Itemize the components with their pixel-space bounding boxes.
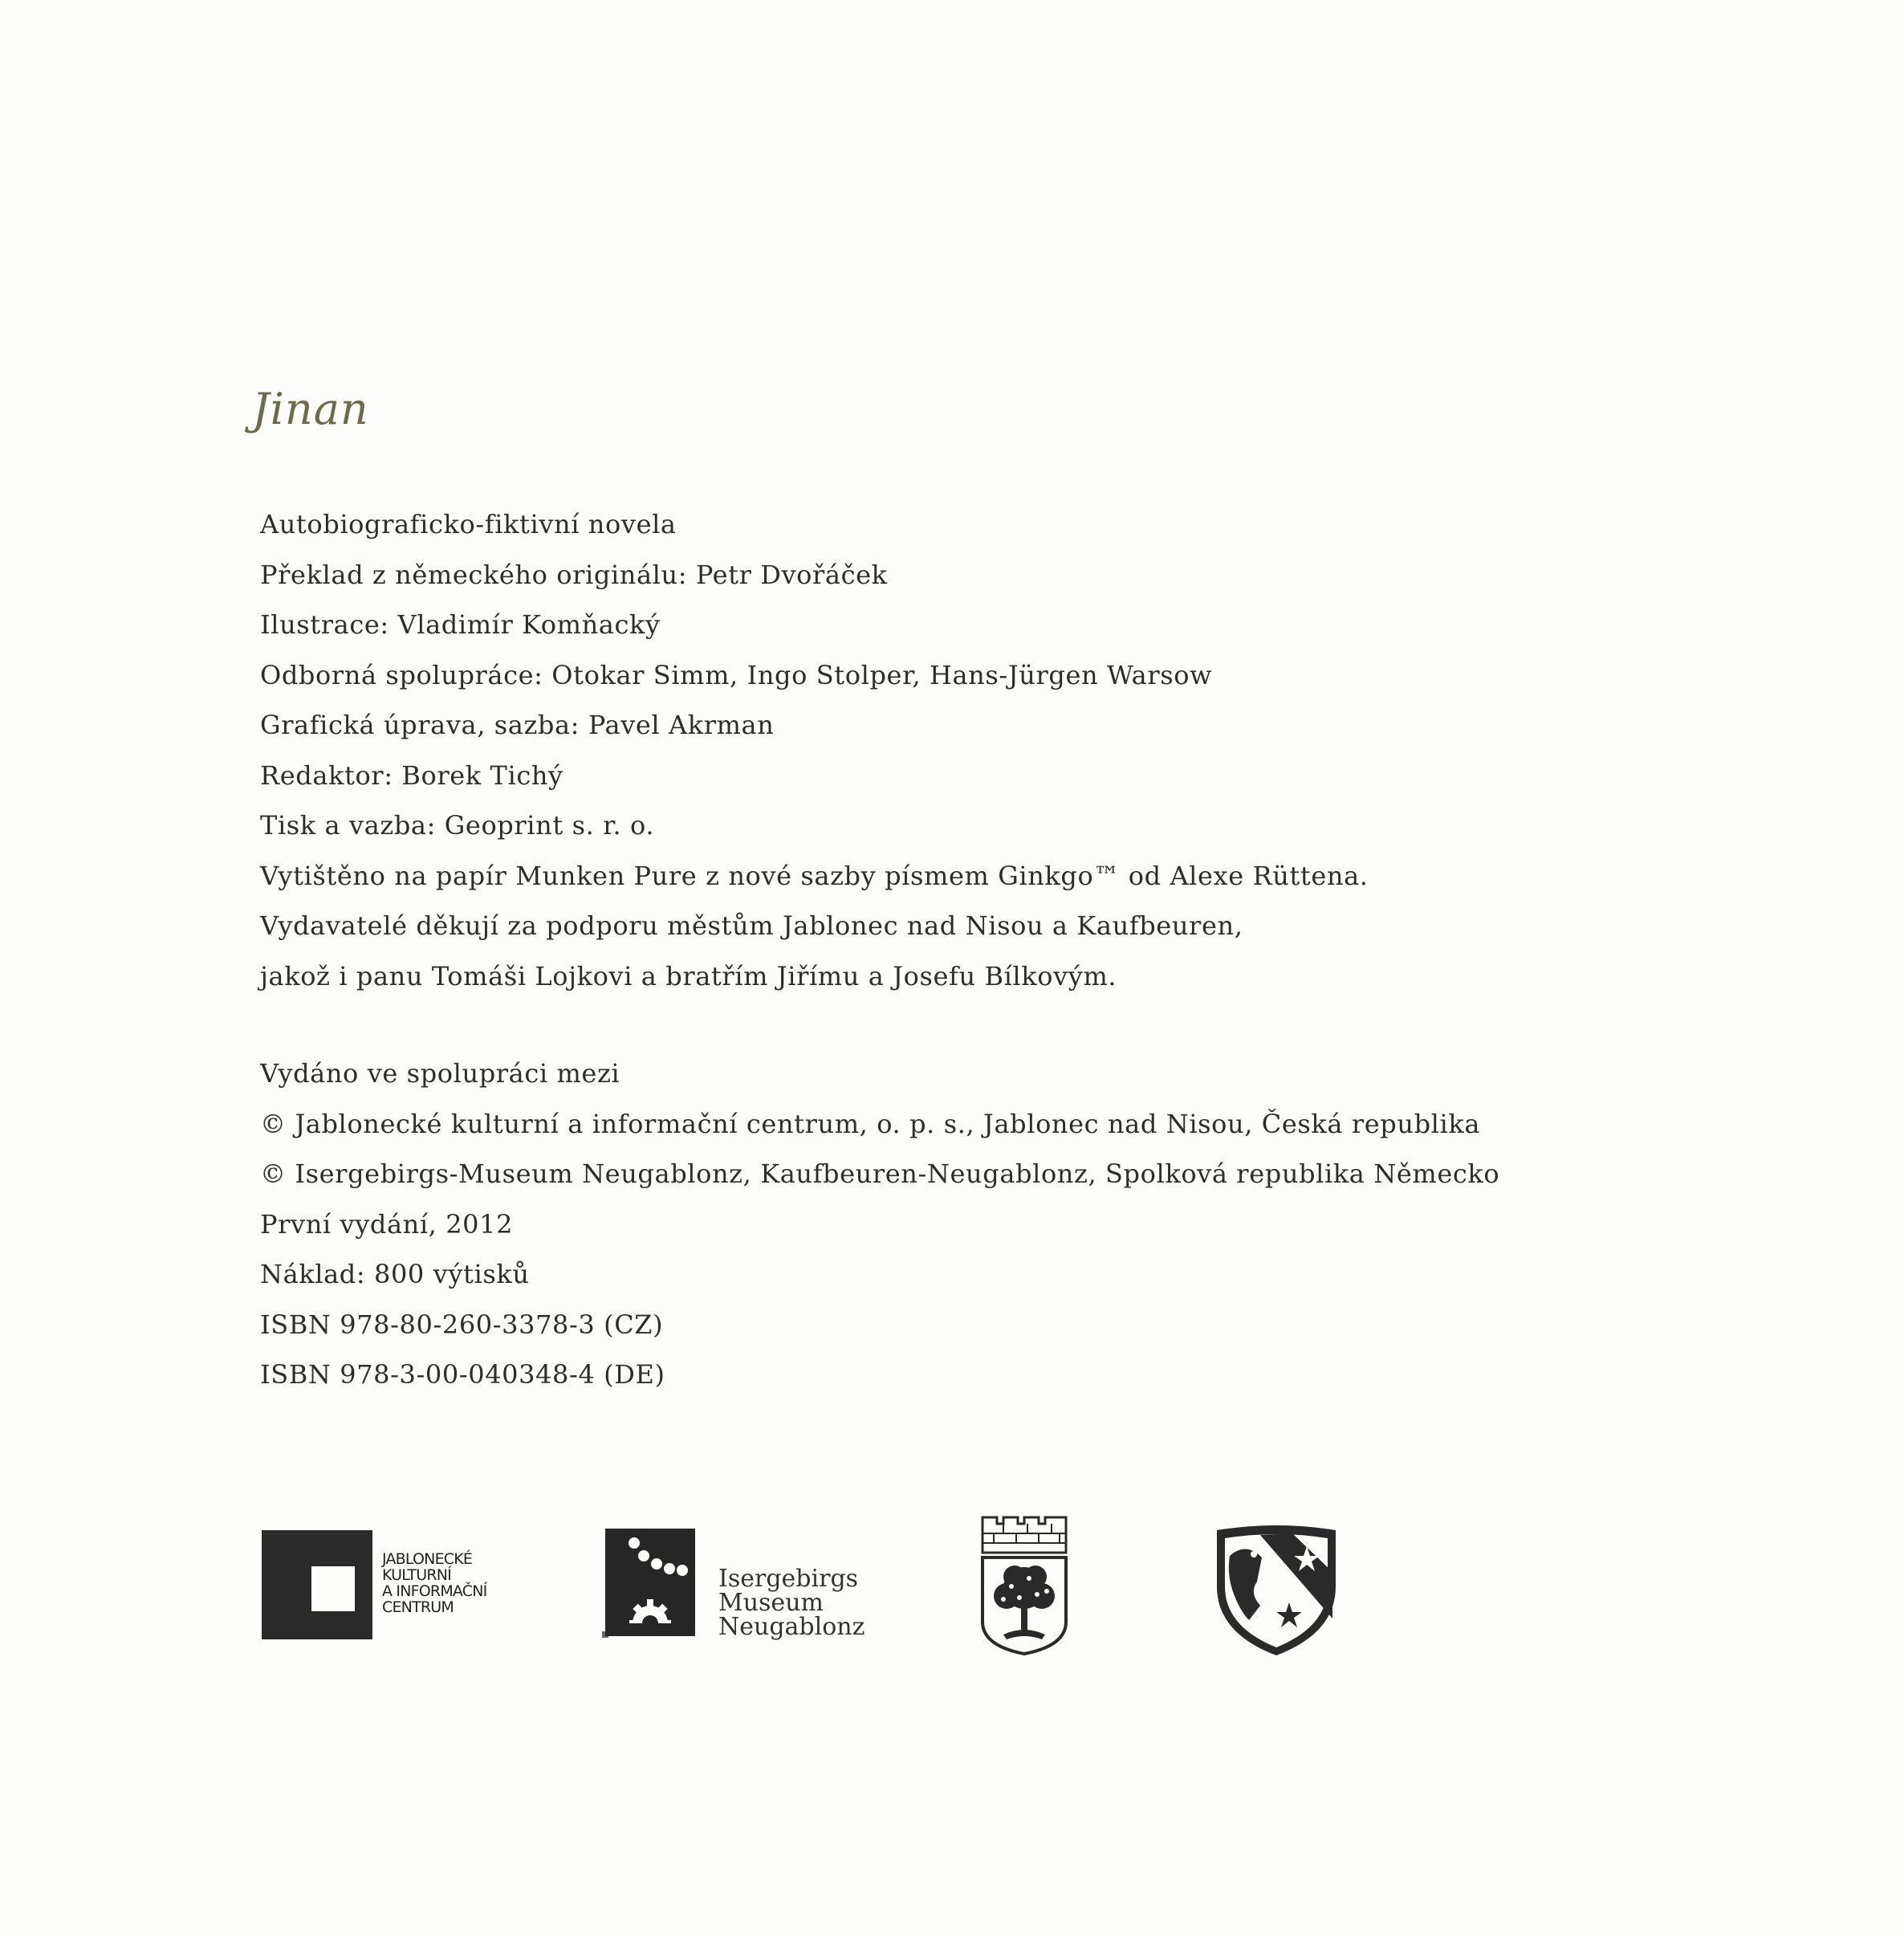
isbn-de: ISBN 978-3-00-040348-4 (DE) <box>260 1359 665 1390</box>
credit-line: Redaktor: Borek Tichý <box>260 759 563 791</box>
publication-line: Náklad: 800 výtisků <box>260 1259 530 1289</box>
museum-line: Neugablonz <box>718 1613 865 1641</box>
jkic-line: JABLONECKÉ <box>382 1550 473 1568</box>
jkic-line: CENTRUM <box>382 1598 454 1616</box>
credit-line: Překlad z německého originálu: Petr Dvořáček <box>260 559 888 590</box>
credits-block <box>260 499 1785 1001</box>
publication-line: © Jablonecké kulturní a informační centrum, o. p. s., Jablonec nad Nisou, Česká republika <box>260 1108 1481 1139</box>
publication-line: Vydáno ve spolupráci mezi <box>260 1058 620 1089</box>
credit-line: Grafická úprava, sazba: Pavel Akrman <box>260 710 775 740</box>
jkic-line: A INFORMAČNÍ <box>382 1582 487 1600</box>
credit-line: Tisk a vazba: Geoprint s. r. o. <box>260 810 655 841</box>
credit-line: Odborná spolupráce: Otokar Simm, Ingo Stolper, Hans-Jürgen Warsow <box>260 659 1213 690</box>
museum-line: Museum <box>718 1589 824 1617</box>
publication-line: První vydání, 2012 <box>260 1208 514 1240</box>
jkic-line: KULTURNÍ <box>382 1566 451 1584</box>
museum-logo-icon <box>602 1529 698 1643</box>
credit-line: jakož i panu Tomáši Lojkovi a bratřím Jiřímu a Josefu Bílkovým. <box>260 960 1117 991</box>
credit-line: Vydavatelé děkují za podporu městům Jablonec nad Nisou a Kaufbeuren, <box>260 910 1243 941</box>
isbn-cz: ISBN 978-80-260-3378-3 (CZ) <box>260 1309 664 1340</box>
jkic-logo-text <box>382 1551 486 1615</box>
museum-logo-text <box>718 1567 865 1639</box>
publication-line: © Isergebirgs-Museum Neugablonz, Kaufbeuren-Neugablonz, Spolková republika Německo <box>260 1158 1500 1189</box>
museum-line: Isergebirgs <box>718 1565 859 1593</box>
credit-line: Vytištěno na papír Munken Pure z nové sazby písmem Ginkgo™ od Alexe Rüttena. <box>260 860 1369 891</box>
tree-coat-of-arms-icon <box>979 1514 1072 1660</box>
eagle-stars-coat-of-arms-icon <box>1212 1524 1341 1663</box>
credit-line: Ilustrace: Vladimír Komňacký <box>260 609 661 640</box>
credit-line: Autobiograficko-fiktivní novela <box>260 509 677 539</box>
publication-block <box>260 1048 1785 1400</box>
book-title: Jinan <box>252 384 369 434</box>
jkic-logo-icon <box>262 1530 372 1639</box>
